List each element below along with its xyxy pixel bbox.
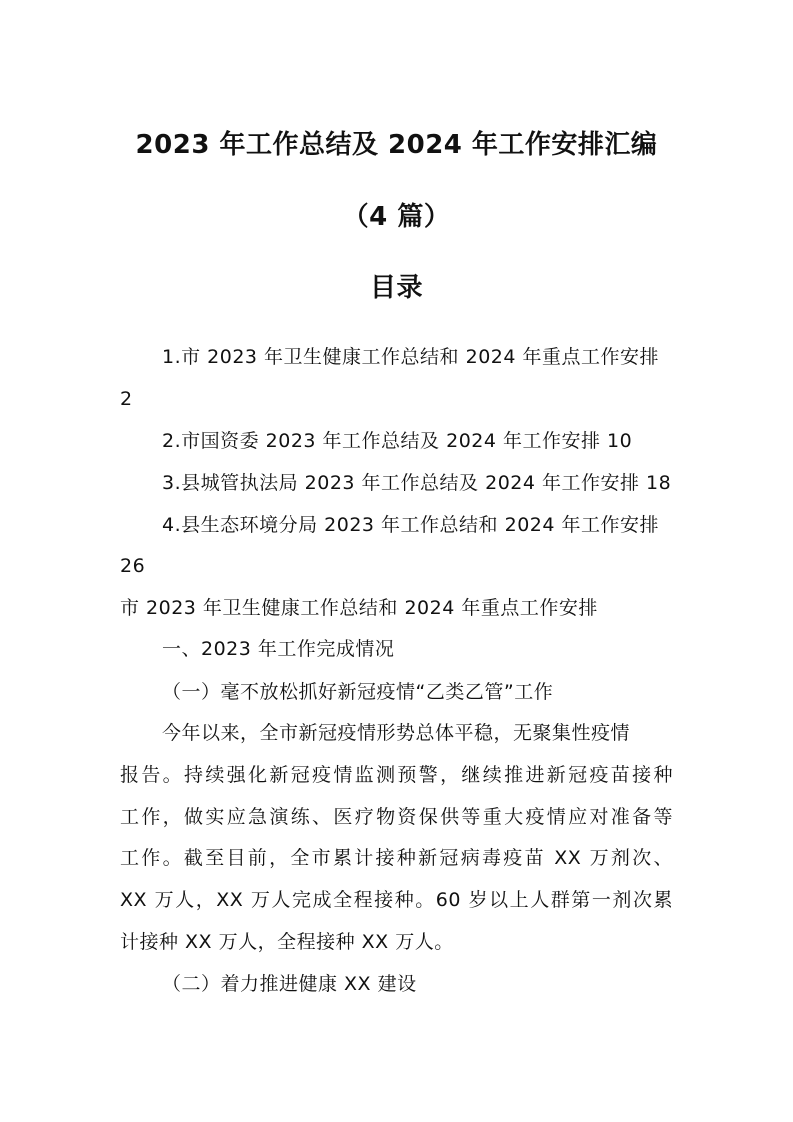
paragraph-line: 工作。截至目前，全市累计接种新冠病毒疫苗 XX 万剂次、 <box>120 847 673 869</box>
toc-item-3[interactable]: 3.县城管执法局 2023 年工作总结及 2024 年工作安排 18 <box>162 472 672 494</box>
paragraph-line: 今年以来，全市新冠疫情形势总体平稳，无聚集性疫情 <box>162 722 631 744</box>
paragraph-line: 工作，做实应急演练、医疗物资保供等重大疫情应对准备等 <box>120 806 673 828</box>
toc-item-2[interactable]: 2.市国资委 2023 年工作总结及 2024 年工作安排 10 <box>162 430 633 452</box>
subsection-heading: （二）着力推进健康 XX 建设 <box>162 973 417 995</box>
subsection-heading: （一）毫不放松抓好新冠疫情“乙类乙管”工作 <box>162 681 554 703</box>
toc-item-4-page: 26 <box>120 555 146 577</box>
article-title: 市 2023 年卫生健康工作总结和 2024 年重点工作安排 <box>120 597 598 619</box>
toc-item-1-page: 2 <box>120 388 133 410</box>
toc-item-4[interactable]: 4.县生态环境分局 2023 年工作总结和 2024 年工作安排 <box>162 514 659 536</box>
section-heading: 一、2023 年工作完成情况 <box>162 638 395 660</box>
toc-heading: 目录 <box>369 273 423 303</box>
paragraph-line: XX 万人，XX 万人完成全程接种。60 岁以上人群第一剂次累 <box>120 889 673 911</box>
paragraph-line: 计接种 XX 万人，全程接种 XX 万人。 <box>120 931 454 953</box>
document-title-count: （4 篇） <box>342 202 451 232</box>
document-title: 2023 年工作总结及 2024 年工作安排汇编 <box>135 130 658 160</box>
paragraph-line: 报告。持续强化新冠疫情监测预警，继续推进新冠疫苗接种 <box>120 764 673 786</box>
toc-item-1[interactable]: 1.市 2023 年卫生健康工作总结和 2024 年重点工作安排 <box>162 346 659 368</box>
